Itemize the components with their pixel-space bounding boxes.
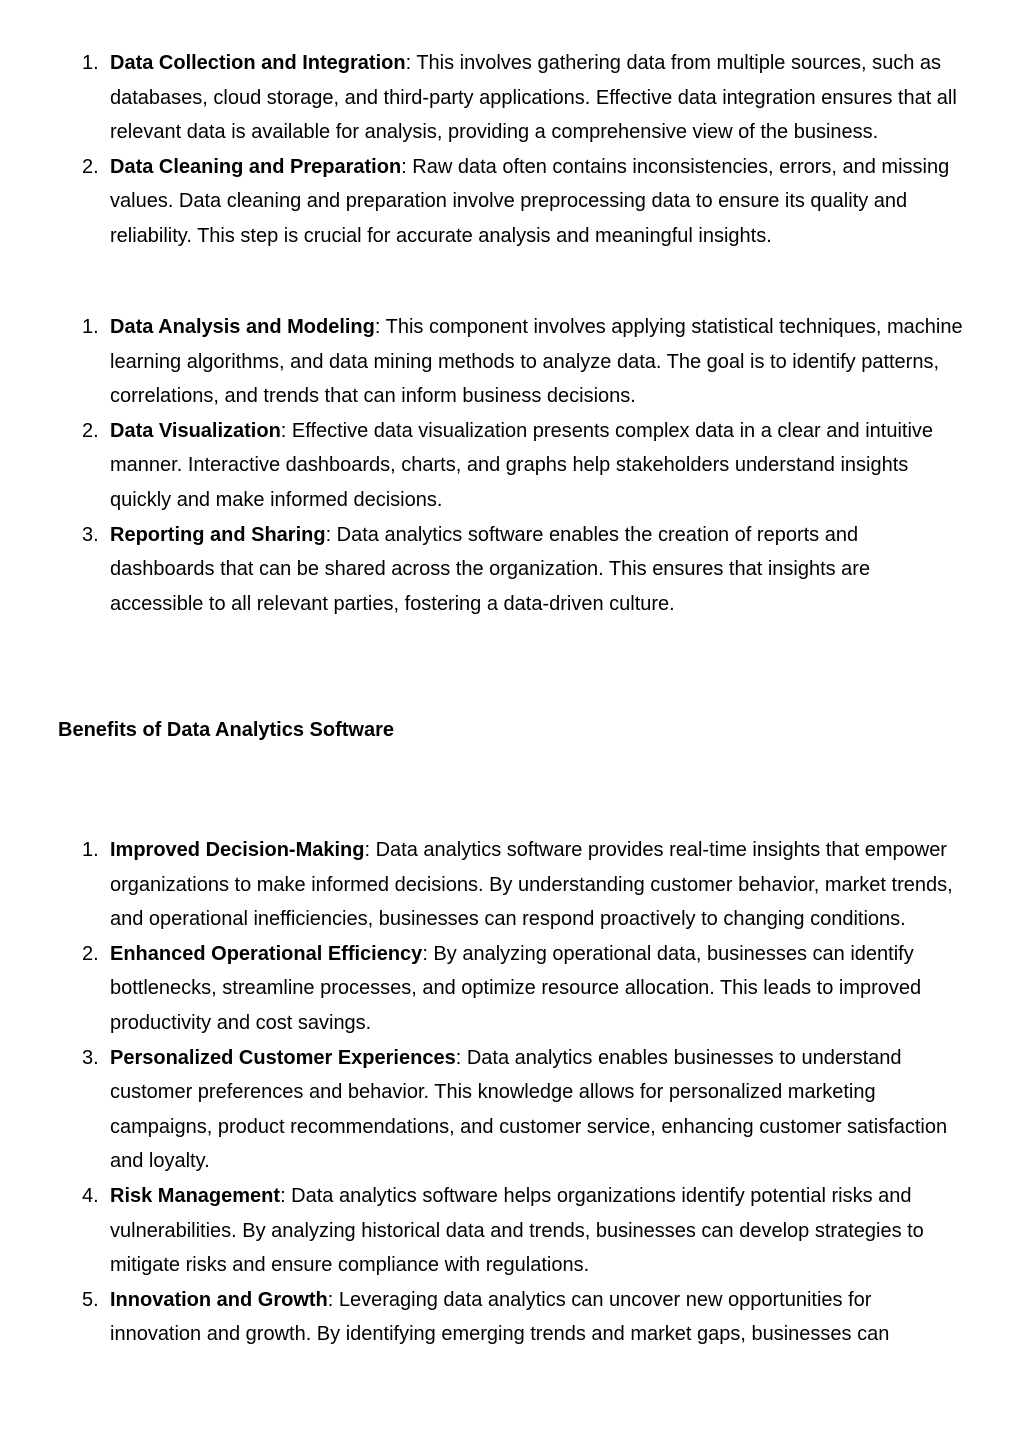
list-number: 1. — [82, 52, 99, 74]
list-term: Personalized Customer Experiences — [110, 1046, 456, 1069]
list-item — [0, 833, 1024, 937]
list-number: 2. — [82, 942, 99, 965]
list-term: Reporting and Sharing — [110, 523, 326, 546]
list-item — [0, 310, 1024, 414]
list-text: : Data analytics software provides real-time insights that empower organizations to make informed decisions. By understanding customer behavior, market trends, and operational inefficiencies, businesses can respond proactively to changing conditions. — [110, 839, 953, 931]
list-number: 1. — [82, 839, 99, 861]
list-item — [0, 518, 1024, 622]
list-text: : This component involves applying statistical techniques, machine learning algorithms, and data mining methods to analyze data. The goal is to identify patterns, correlations, and trends that can inform business decisions. — [110, 316, 963, 408]
list-item — [0, 150, 1024, 254]
list-term: Data Collection and Integration — [110, 52, 406, 74]
list-term: Data Cleaning and Preparation — [110, 155, 402, 178]
list-term: Improved Decision-Making — [110, 839, 365, 861]
list-text: : Leveraging data analytics can uncover new opportunities for innovation and growth. By identifying emerging trends and market gaps, businesses can — [110, 1288, 890, 1346]
list-term: Data Visualization — [110, 419, 281, 442]
list-number: 3. — [82, 523, 99, 546]
list-text: : Effective data visualization presents complex data in a clear and intuitive manner. Interactive dashboards, charts, and graphs help stakeholders understand insights quickly and make informed decisions. — [110, 419, 934, 511]
list-term: Enhanced Operational Efficiency — [110, 942, 423, 965]
benefits-list — [0, 833, 1024, 1352]
list-text: : Raw data often contains inconsistencies, errors, and missing values. Data cleaning and preparation involve preprocessing data to ensure its quality and reliability. This step is crucial for accurate analysis and meaningful insights. — [110, 155, 950, 247]
list-text: : This involves gathering data from multiple sources, such as databases, cloud storage, and third-party applications. Effective data integration ensures that all relevant data is available for analysis, providing a comprehensive view of the business. — [110, 52, 957, 144]
list-number: 2. — [82, 419, 99, 442]
list-text: : Data analytics software helps organizations identify potential risks and vulnerabilities. By analyzing historical data and trends, businesses can develop strategies to mitigate risks and ensure compliance with regulations. — [110, 1184, 924, 1277]
list-term: Innovation and Growth — [110, 1288, 328, 1311]
list-item — [0, 937, 1024, 1041]
components-list-part-2 — [0, 310, 1024, 621]
list-item — [0, 414, 1024, 518]
list-number: 1. — [82, 316, 99, 338]
list-number: 2. — [82, 155, 99, 178]
list-number: 4. — [82, 1184, 99, 1207]
list-number: 3. — [82, 1046, 99, 1069]
list-item — [0, 1041, 1024, 1179]
list-text: : Data analytics software enables the creation of reports and dashboards that can be shared across the organization. This ensures that insights are accessible to all relevant parties, fostering a data-driven culture. — [110, 523, 871, 615]
list-item — [0, 1283, 1024, 1352]
list-term: Risk Management — [110, 1184, 281, 1207]
list-item — [0, 46, 1024, 150]
list-text: : Data analytics enables businesses to understand customer preferences and behavior. This knowledge allows for personalized marketing campaigns, product recommendations, and customer service, enhancing customer satisfaction and loyalty. — [110, 1046, 948, 1173]
section-heading: Benefits of Data Analytics Software — [58, 719, 395, 741]
list-number: 5. — [82, 1288, 99, 1311]
list-text: : By analyzing operational data, businesses can identify bottlenecks, streamline processes, and optimize resource allocation. This leads to improved productivity and cost savings. — [110, 942, 922, 1034]
components-list-part-1 — [0, 46, 1024, 254]
list-term: Data Analysis and Modeling — [110, 316, 375, 338]
list-item — [0, 1179, 1024, 1283]
